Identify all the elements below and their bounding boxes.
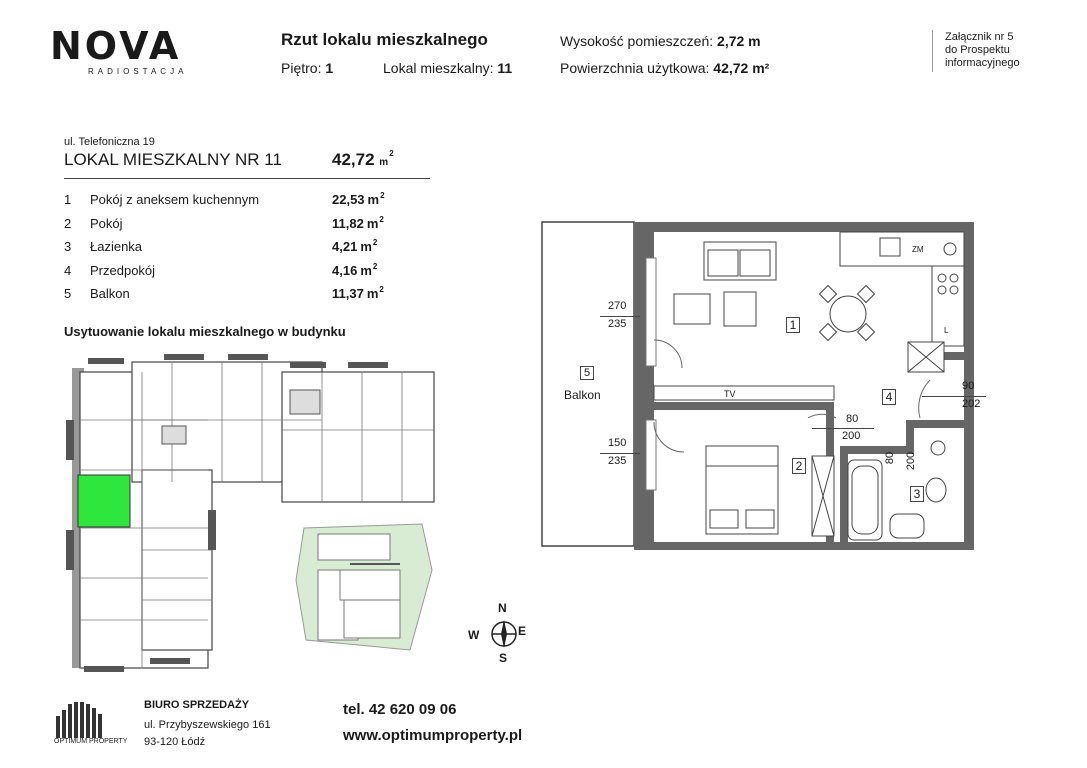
compass-w: W: [468, 628, 480, 642]
room2-door-width: 80: [846, 413, 859, 425]
website-link[interactable]: www.optimumproperty.pl: [343, 727, 523, 744]
optimum-logo-icon: [48, 700, 128, 738]
room-name: Pokój: [90, 215, 123, 231]
room-number: 5: [64, 286, 72, 301]
compass-s: S: [499, 651, 508, 665]
window2-height: 235: [608, 455, 627, 467]
zm-label: ZM: [912, 245, 924, 254]
office-city: 93-120 Łódź: [144, 736, 206, 748]
office-street: ul. Przybyszewskiego 161: [144, 719, 271, 731]
phone-number[interactable]: tel. 42 620 09 06: [343, 701, 457, 718]
entry-door-width: 90: [962, 380, 975, 392]
window1-height: 235: [608, 318, 627, 330]
room3-number: 3: [910, 486, 924, 502]
room-area: 11,82 $m^2$: [332, 214, 384, 231]
brand-logo: NOVA: [50, 24, 182, 68]
room-area: 22,53 $m^2$: [332, 191, 385, 207]
balcony-area: [542, 222, 634, 546]
room-number: 2: [64, 215, 72, 231]
room-number: 4: [64, 262, 72, 278]
bath-door-height: 200: [905, 451, 918, 471]
room-name: Balkon: [90, 286, 130, 301]
compass-n: N: [498, 601, 507, 615]
room2-number: 2: [792, 458, 806, 474]
floor-info: Piętro: 1: [281, 60, 334, 76]
window2-width: 150: [608, 437, 627, 449]
room-height: Wysokość pomieszczeń: 2,72 m: [560, 33, 761, 49]
room-area: 11,37 $m^2$: [332, 285, 384, 301]
company-name: OPTIMUM PROPERTY: [54, 738, 128, 745]
attachment-note: Załącznik nr 5 do Prospektu informacyjnego: [945, 31, 1020, 69]
room1-number: 1: [786, 317, 800, 333]
office-title: BIURO SPRZEDAŻY: [144, 699, 250, 711]
floor-plan: [540, 220, 1000, 550]
room4-number: 4: [882, 389, 896, 405]
balcony-label: Balkon: [564, 388, 601, 402]
bath-door-width: 80: [884, 451, 897, 465]
unit-total-area: 42,72 $m^2$: [332, 149, 394, 169]
l-label: L: [944, 326, 949, 335]
room-number: 1: [64, 192, 72, 207]
location-title: Usytuowanie lokalu mieszkalnego w budynku: [64, 324, 346, 339]
brand-subtitle: RADIOSTACJA: [88, 67, 188, 76]
room-area: 4,16 $m^2$: [332, 261, 378, 278]
unit-name: LOKAL MIESZKALNY NR 11: [64, 150, 282, 169]
room-number: 3: [64, 239, 72, 254]
unit-info: Lokal mieszkalny: 11: [383, 60, 513, 76]
tv-label: TV: [724, 389, 736, 399]
window1-width: 270: [608, 300, 627, 312]
entry-door-height: 202: [962, 398, 981, 410]
usable-area: Powierzchnia użytkowa: 42,72 m²: [560, 60, 770, 76]
address: ul. Telefoniczna 19: [64, 136, 155, 148]
compass-e: E: [518, 624, 527, 638]
highlighted-unit: [78, 475, 130, 527]
room-name: Pokój z aneksem kuchennym: [90, 192, 260, 207]
site-plan-thumbnail: [290, 520, 440, 660]
balcony-number: 5: [580, 366, 594, 380]
room-area: 4,21 $m^2$: [332, 238, 378, 254]
page-title: Rzut lokalu mieszkalnego: [281, 30, 488, 49]
room2-door-height: 200: [842, 430, 861, 442]
room-name: Przedpokój: [90, 262, 156, 278]
room-name: Łazienka: [90, 239, 143, 254]
